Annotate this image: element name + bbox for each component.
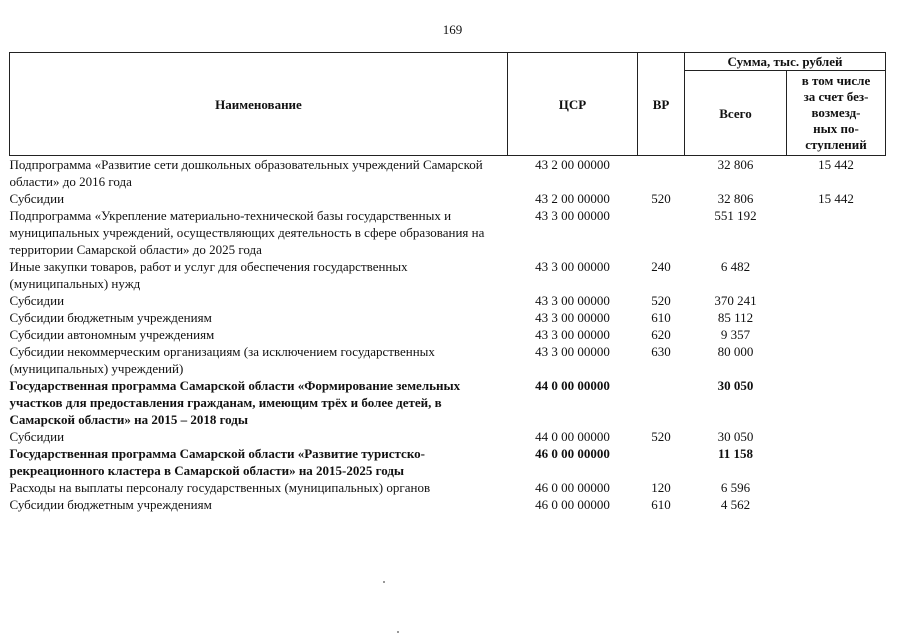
cell-vr: 610	[651, 310, 671, 325]
cell-total: 32 806	[717, 157, 754, 172]
cell-name: Субсидии	[9, 293, 65, 308]
cell-name: Субсидии некоммерческим организациям (за исключением государственных (муниципальных) учреждений)	[9, 344, 435, 376]
header-total: Всего	[685, 71, 787, 156]
cell-total: 80 000	[717, 344, 754, 359]
table-row	[10, 496, 886, 513]
table-row	[10, 377, 886, 428]
cell-name: Подпрограмма «Укрепление материально-технической базы государственных и муниципальных учреждений, осуществляющих деятельность в сфере образования на территории Самарской области» до 2025 года	[9, 208, 485, 257]
cell-total: 4 562	[720, 497, 751, 512]
header-name: Наименование	[10, 53, 508, 156]
cell-free: 15 442	[818, 191, 854, 206]
cell-vr	[638, 156, 685, 191]
cell-total: 85 112	[717, 310, 754, 325]
cell-free	[787, 309, 886, 326]
cell-vr	[638, 445, 685, 479]
cell-csr: 43 3 00 00000	[535, 310, 610, 325]
cell-name: Субсидии автономным учреждениям	[9, 327, 215, 342]
table-body	[10, 156, 886, 514]
cell-name: Субсидии	[9, 429, 65, 444]
cell-csr: 46 0 00 00000	[535, 497, 610, 512]
cell-csr: 43 3 00 00000	[535, 293, 610, 308]
cell-name: Подпрограмма «Развитие сети дошкольных образовательных учреждений Самарской области» до 2016 года	[9, 157, 483, 189]
cell-vr	[638, 207, 685, 258]
table-header	[10, 53, 886, 156]
cell-csr: 43 3 00 00000	[535, 259, 610, 274]
header-free	[787, 71, 886, 156]
cell-name: Иные закупки товаров, работ и услуг для обеспечения государственных (муниципальных) нужд	[9, 259, 408, 291]
cell-vr: 620	[651, 327, 671, 342]
table-row	[10, 309, 886, 326]
cell-csr: 43 3 00 00000	[535, 327, 610, 342]
cell-vr: 120	[651, 480, 671, 495]
scan-speck	[383, 581, 385, 583]
table-row	[10, 156, 886, 191]
cell-vr: 240	[651, 259, 671, 274]
cell-name: Субсидии	[9, 191, 65, 206]
cell-csr: 43 3 00 00000	[535, 344, 610, 359]
cell-name: Расходы на выплаты персоналу государственных (муниципальных) органов	[9, 480, 431, 495]
table-row	[10, 343, 886, 377]
table-row	[10, 479, 886, 496]
cell-csr: 43 2 00 00000	[535, 157, 610, 172]
cell-free	[787, 479, 886, 496]
cell-free	[787, 445, 886, 479]
cell-total: 9 357	[720, 327, 751, 342]
cell-total: 11 158	[717, 446, 754, 461]
cell-csr: 44 0 00 00000	[535, 429, 610, 444]
cell-name: Субсидии бюджетным учреждениям	[9, 497, 212, 512]
cell-total: 32 806	[717, 191, 754, 206]
cell-free	[787, 343, 886, 377]
table-row	[10, 258, 886, 292]
cell-free	[787, 377, 886, 428]
table-row	[10, 190, 886, 207]
page-number: 169	[442, 22, 463, 37]
cell-name: Государственная программа Самарской области «Развитие туристско-рекреационного кластера в Самарской области» на 2015-2025 годы	[9, 446, 425, 478]
header-free-line: ступлений	[805, 137, 867, 152]
cell-vr	[638, 377, 685, 428]
cell-vr: 520	[651, 429, 671, 444]
cell-free	[787, 258, 886, 292]
cell-total: 551 192	[714, 208, 757, 223]
cell-name: Субсидии бюджетным учреждениям	[9, 310, 212, 325]
cell-total: 6 482	[720, 259, 751, 274]
scan-speck	[397, 631, 399, 633]
table-row	[10, 292, 886, 309]
cell-total: 370 241	[714, 293, 757, 308]
header-free-line: ных по-	[813, 121, 859, 136]
budget-table	[9, 52, 886, 513]
cell-vr: 520	[651, 191, 671, 206]
cell-csr: 46 0 00 00000	[535, 480, 610, 495]
header-free-line: возмезд-	[811, 105, 861, 120]
table-row	[10, 207, 886, 258]
cell-free	[787, 428, 886, 445]
cell-vr: 520	[651, 293, 671, 308]
cell-free	[787, 207, 886, 258]
cell-csr: 46 0 00 00000	[535, 446, 610, 461]
cell-total: 30 050	[717, 378, 754, 393]
cell-total: 6 596	[720, 480, 751, 495]
header-free-line: в том числе	[801, 73, 871, 88]
header-vr: ВР	[638, 53, 685, 156]
cell-free	[787, 292, 886, 309]
cell-total: 30 050	[717, 429, 754, 444]
cell-csr: 43 3 00 00000	[535, 208, 610, 223]
table-row	[10, 445, 886, 479]
cell-vr: 630	[651, 344, 671, 359]
cell-vr: 610	[651, 497, 671, 512]
table-row	[10, 428, 886, 445]
table-row	[10, 326, 886, 343]
header-sum-group: Сумма, тыс. рублей	[685, 53, 886, 71]
cell-csr: 44 0 00 00000	[535, 378, 610, 393]
cell-name: Государственная программа Самарской области «Формирование земельных участков для предоставления гражданам, имеющим трёх и более детей, в Самарской области» на 2015 – 2018 годы	[9, 378, 461, 427]
header-csr: ЦСР	[508, 53, 638, 156]
header-free-line: за счет без-	[803, 89, 869, 104]
cell-free	[787, 496, 886, 513]
cell-csr: 43 2 00 00000	[535, 191, 610, 206]
cell-free: 15 442	[818, 157, 854, 172]
cell-free	[787, 326, 886, 343]
